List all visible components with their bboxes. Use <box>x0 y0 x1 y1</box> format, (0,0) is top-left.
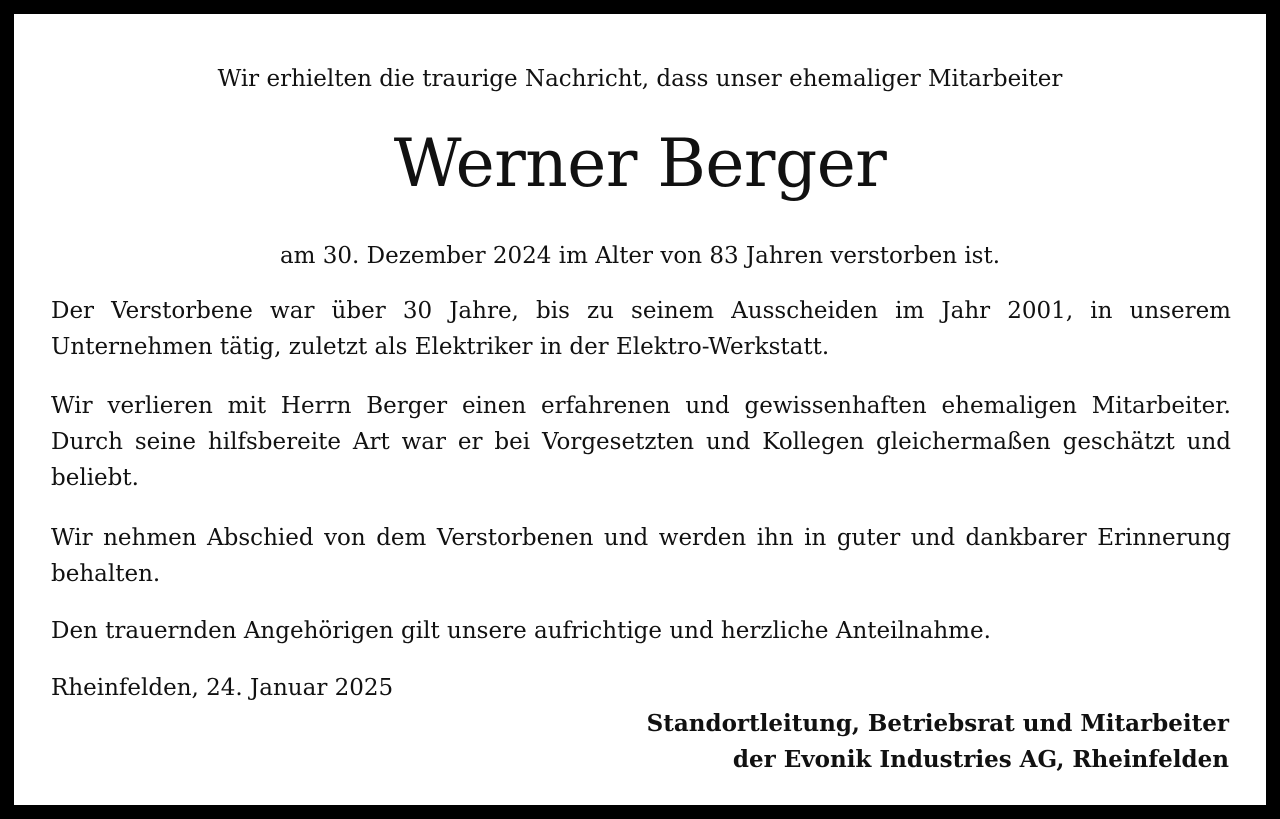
paragraph-career: Der Verstorbene war über 30 Jahre, bis zu seinem Ausscheiden im Jahr 2001, in unserem Unternehmen tätig, zuletzt als Elektriker in der Elektro-Werkstatt. <box>51 298 1231 360</box>
paragraph-farewell: Wir nehmen Abschied von dem Verstorbenen und werden ihn in guter und dankbarer Erinnerung behalten. <box>51 525 1231 587</box>
signature-block <box>647 706 1229 778</box>
intro-line: Wir erhielten die traurige Nachricht, dass unser ehemaliger Mitarbeiter <box>217 66 1063 92</box>
place-date: Rheinfelden, 24. Januar 2025 <box>51 675 394 701</box>
signature-line: Standortleitung, Betriebsrat und Mitarbeiter <box>646 710 1229 737</box>
deceased-name: Werner Berger <box>393 125 887 202</box>
death-date-line: am 30. Dezember 2024 im Alter von 83 Jahren verstorben ist. <box>279 243 1001 269</box>
paragraph-tribute: Wir verlieren mit Herrn Berger einen erfahrenen und gewissenhaften ehemaligen Mitarbeiter. Durch seine hilfsbereite Art war er bei Vorgesetzten und Kollegen gleichermaßen geschätzt und beliebt. <box>51 393 1231 491</box>
paragraph-condolence: Den trauernden Angehörigen gilt unsere aufrichtige und herzliche Anteilnahme. <box>51 618 991 644</box>
signature-line: der Evonik Industries AG, Rheinfelden <box>732 746 1229 773</box>
